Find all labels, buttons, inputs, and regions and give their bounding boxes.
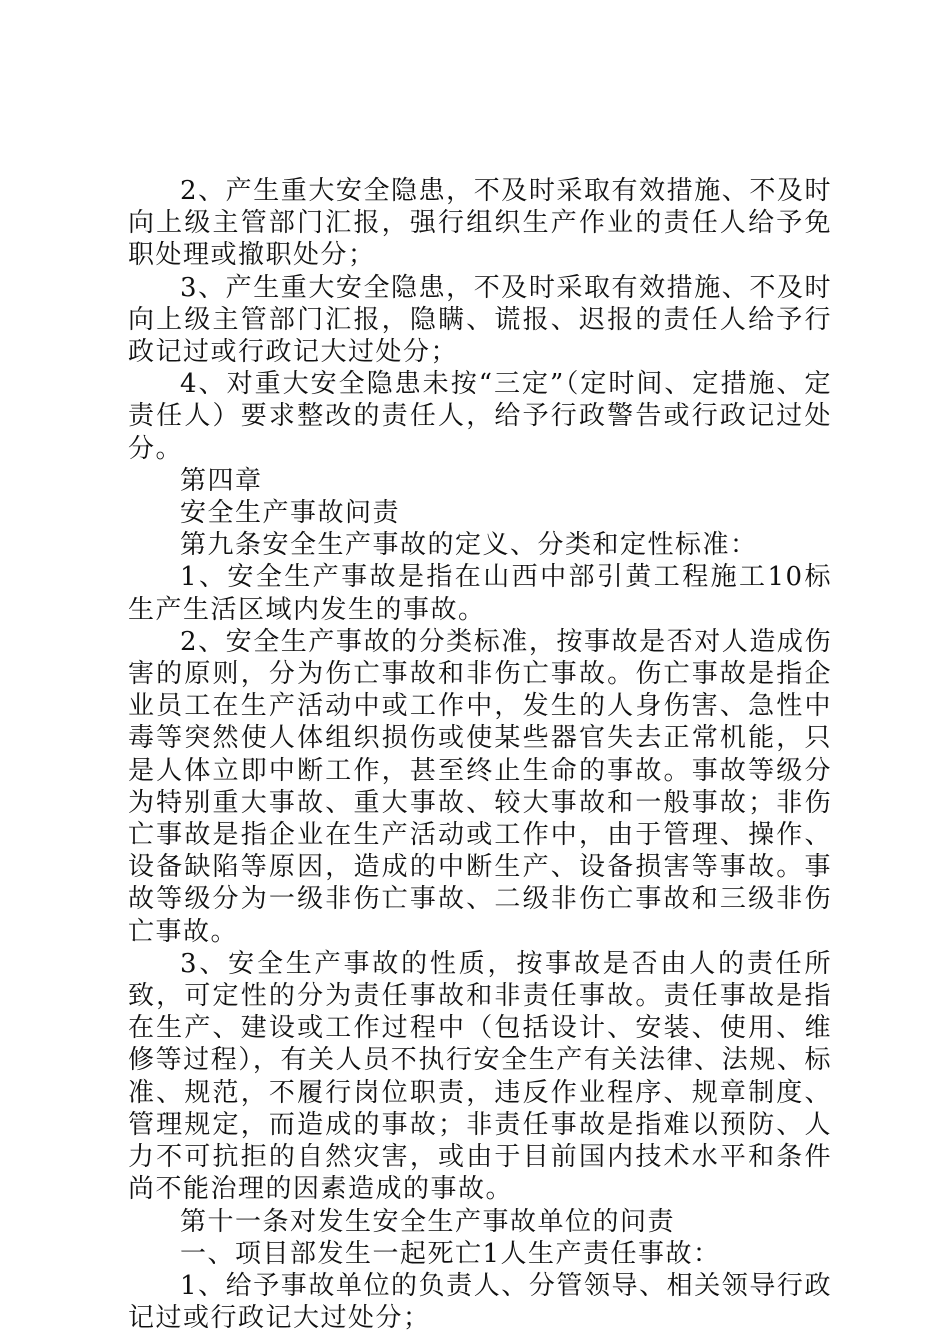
chapter-title: 安全生产事故问责 xyxy=(180,498,401,529)
chapter-number: 第四章 xyxy=(180,465,263,496)
article-9-item-2: 2、安全生产事故的分类标准，按事故是否对人造成伤害的原则，分为伤亡事故和非伤亡事故。伤亡事故是指企业员工在生产活动中或工作中，发生的人身伤害、急性中毒等突然使人体组织损伤或使某些器官失去正常机能，只是人体立即中断工作，甚至终止生命的事故。事故等级分为特别重大事故、重大事故、较大事故和一般事故；非伤亡事故是指企业在生产活动或工作中，由于管理、操作、设备缺陷等原因，造成的中断生产、设备损害等事故。事故等级分为一级非伤亡事故、二级非伤亡事故和三级非伤亡事故。 xyxy=(128,626,832,947)
article-11-item-1: 1、给予事故单位的负责人、分管领导、相关领导行政记过或行政记大过处分； xyxy=(128,1270,832,1334)
document-body xyxy=(128,175,832,1334)
paragraph-item-4: 4、对重大安全隐患未按“三定”（定时间、定措施、定责任人）要求整改的责任人，给予行政警告或行政记过处分。 xyxy=(128,369,832,464)
article-11-heading: 第十一条对发生安全生产事故单位的问责 xyxy=(180,1206,676,1237)
article-9-item-1: 1、安全生产事故是指在山西中部引黄工程施工10标生产生活区域内发生的事故。 xyxy=(128,562,832,625)
article-9-heading: 第九条安全生产事故的定义、分类和定性标准： xyxy=(180,530,758,561)
paragraph-item-2: 2、产生重大安全隐患，不及时采取有效措施、不及时向上级主管部门汇报，强行组织生产作业的责任人给予免职处理或撤职处分； xyxy=(128,176,832,271)
article-9-item-3: 3、安全生产事故的性质，按事故是否由人的责任所致，可定性的分为责任事故和非责任事故。责任事故是指在生产、建设或工作过程中（包括设计、安装、使用、维修等过程），有关人员不执行安全生产有关法律、法规、标准、规范，不履行岗位职责，违反作业程序、规章制度、管理规定，而造成的事故；非责任事故是指难以预防、人力不可抗拒的自然灾害，或由于目前国内技术水平和条件尚不能治理的因素造成的事故。 xyxy=(128,948,832,1205)
paragraph-item-3: 3、产生重大安全隐患，不及时采取有效措施、不及时向上级主管部门汇报，隐瞒、谎报、迟报的责任人给予行政记过或行政记大过处分； xyxy=(128,272,832,368)
article-11-section-1: 一、项目部发生一起死亡1人生产责任事故： xyxy=(180,1238,721,1269)
